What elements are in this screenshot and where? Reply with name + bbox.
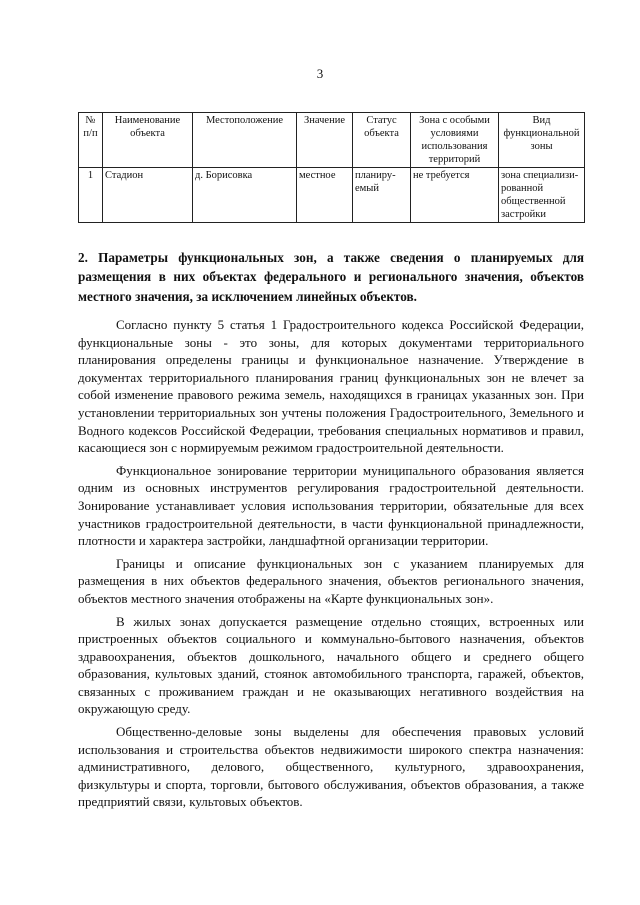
section-heading: 2. Параметры функциональных зон, а также сведения о планируемых для размещения в них объектах федерального и регионального значения, объектов местного значения, за исключением линейных объектов. xyxy=(78,250,584,304)
table-row xyxy=(79,168,585,223)
col-header-number: № п/п xyxy=(79,113,103,168)
cell-zone-type: зона специализи-рованной общественной застройки xyxy=(499,168,585,223)
body-text xyxy=(78,316,584,816)
cell-significance: местное xyxy=(297,168,353,223)
paragraph: Общественно-деловые зоны выделены для обеспечения правовых условий использования и строительства объектов недвижимости широкого спектра назначения: административного, делового, общественного, культурного, здравоохранения, физкультуры и спорта, торговли, бытового обслуживания, объектов образования, а также предприятий связи, культовых объектов. xyxy=(78,724,584,810)
cell-name: Стадион xyxy=(103,168,193,223)
objects-table xyxy=(78,112,585,223)
col-header-special-zone: Зона с особыми условиями использования территорий xyxy=(411,113,499,168)
paragraph: Согласно пункту 5 статья 1 Градостроительного кодекса Российской Федерации, функциональные зоны - это зоны, для которых документами территориального планирования определены границы и функциональное назначение. Утверждение в документах территориального планирования границ функциональных зон не влечет за собой изменение правового режима земель, находящихся в границах указанных зон. При установлении территориальных зон учтены положения Градостроительного, Земельного и Водного кодексов Российской Федерации, требования специальных нормативов и правил, касающиеся зон с нормируемым режимом градостроительной деятельности. xyxy=(78,317,584,456)
col-header-name: Наименование объекта xyxy=(103,113,193,168)
paragraph: Функциональное зонирование территории муниципального образования является одним из основных инструментов регулирования градостроительной деятельности. Зонирование устанавливает условия использования территории, обязательные для всех участников градостроительной деятельности, в части функциональной принадлежности, плотности и характера застройки, ландшафтной организации территории. xyxy=(78,462,584,549)
page-number: 3 xyxy=(316,66,324,81)
col-header-zone-type: Вид функциональной зоны xyxy=(499,113,585,168)
table-header-row xyxy=(79,113,585,168)
col-header-location: Местоположение xyxy=(193,113,297,168)
cell-number: 1 xyxy=(79,168,103,223)
cell-location: д. Борисовка xyxy=(193,168,297,223)
paragraph: Границы и описание функциональных зон с указанием планируемых для размещения в них объектов федерального значения, объектов регионального значения, объектов местного значения отображены на «Карте функциональных зон». xyxy=(78,555,584,606)
col-header-significance: Значение xyxy=(297,113,353,168)
paragraph: В жилых зонах допускается размещение отдельно стоящих, встроенных или пристроенных объектов социального и коммунально-бытового назначения, объектов здравоохранения, объектов дошкольного, начального общего и среднего общего образования, культовых зданий, стоянок автомобильного транспорта, гаражей, объектов, связанных с проживанием граждан и не оказывающих негативного воздействия на окружающую среду. xyxy=(78,613,584,717)
col-header-status: Статус объекта xyxy=(353,113,411,168)
cell-status: планиру-емый xyxy=(353,168,411,223)
cell-special-zone: не требуется xyxy=(411,168,499,223)
